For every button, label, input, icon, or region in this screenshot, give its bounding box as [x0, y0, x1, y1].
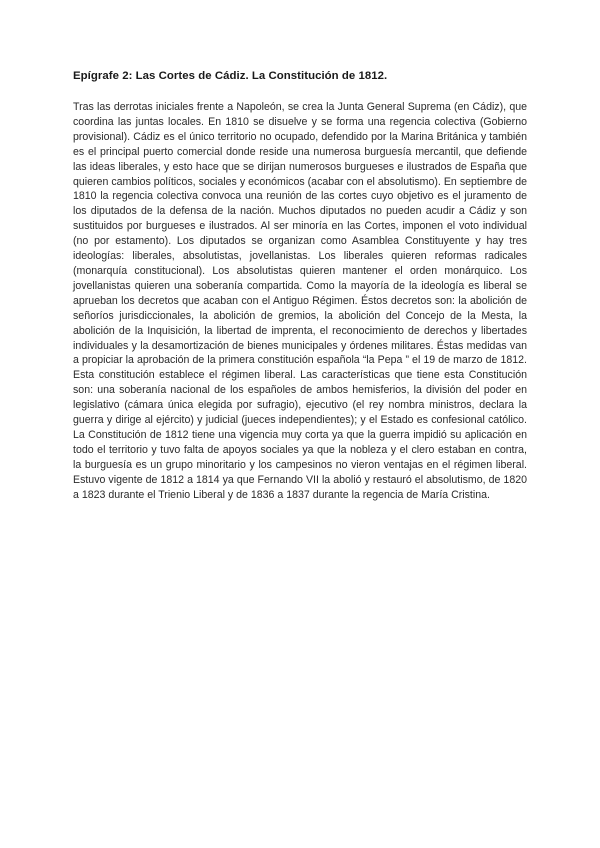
document-content	[73, 68, 527, 502]
document-title: Epígrafe 2: Las Cortes de Cádiz. La Constitución de 1812.	[73, 70, 388, 82]
document-body-paragraph: Tras las derrotas iniciales frente a Napoleón, se crea la Junta General Suprema (en Cádiz), que coordina las juntas locales. En 1810 se disuelve y se forma una regencia colectiva (Gobierno provisional). Cádiz es el único territorio no ocupado, defendido por la Marina Británica y también es el principal puerto comercial donde reside una numerosa burguesía mercantil, que defiende las ideas liberales, y esto hace que se dirijan numerosos burgueses e ilustrados de España que quieren cambios políticos, sociales y económicos (acabar con el absolutismo). En septiembre de 1810 la regencia colectiva convoca una reunión de las cortes cuyo objetivo es el juramento de los diputados de la defensa de la nación. Muchos diputados no pueden acudir a Cádiz y son sustituidos por burgueses e ilustrados. Al ser minoría en las Cortes, imponen el voto individual (no por estamento). Los diputados se organizan como Asamblea Constituyente y hay tres ideologías: liberales, absolutistas, jovellanistas. Los liberales quieren reformas radicales (monarquía constitucional). Los absolutistas quieren mantener el orden monárquico. Los jovellanistas quieren una soberanía compartida. Como la mayoría de la ideología es liberal se aprueban los decretos que acaban con el Antiguo Régimen. Éstos decretos son: la abolición de señoríos jurisdiccionales, la abolición de gremios, la abolición del Concejo de la Mesta, la abolición de la Inquisición, la libertad de imprenta, el reconocimiento de derechos y libertades individuales y la desamortización de bienes municipales y órdenes militares. Éstas medidas van a propiciar la aprobación de la primera constitución española “la Pepa ” el 19 de marzo de 1812. Esta constitución establece el régimen liberal. Las características que tiene esta Constitución son: una soberanía nacional de los españoles de ambos hemisferios, la división del poder en legislativo (cámara única elegida por sufragio), ejecutivo (el rey nombra ministros, declara la guerra y dirige al ejército) y judicial (jueces independientes); y el Estado es confesional católico. La Constitución de 1812 tiene una vigencia muy corta ya que la guerra impidió su aplicación en todo el territorio y tuvo falta de apoyos sociales ya que la nobleza y el clero estaban en contra, la burguesía es un grupo minoritario y los campesinos no vieron ventajas en el régimen liberal. Estuvo vigente de 1812 a 1814 ya que Fernando VII la abolió y restauró el absolutismo, de 1820 a 1823 durante el Trienio Liberal y de 1836 a 1837 durante la regencia de María Cristina.	[73, 101, 527, 501]
